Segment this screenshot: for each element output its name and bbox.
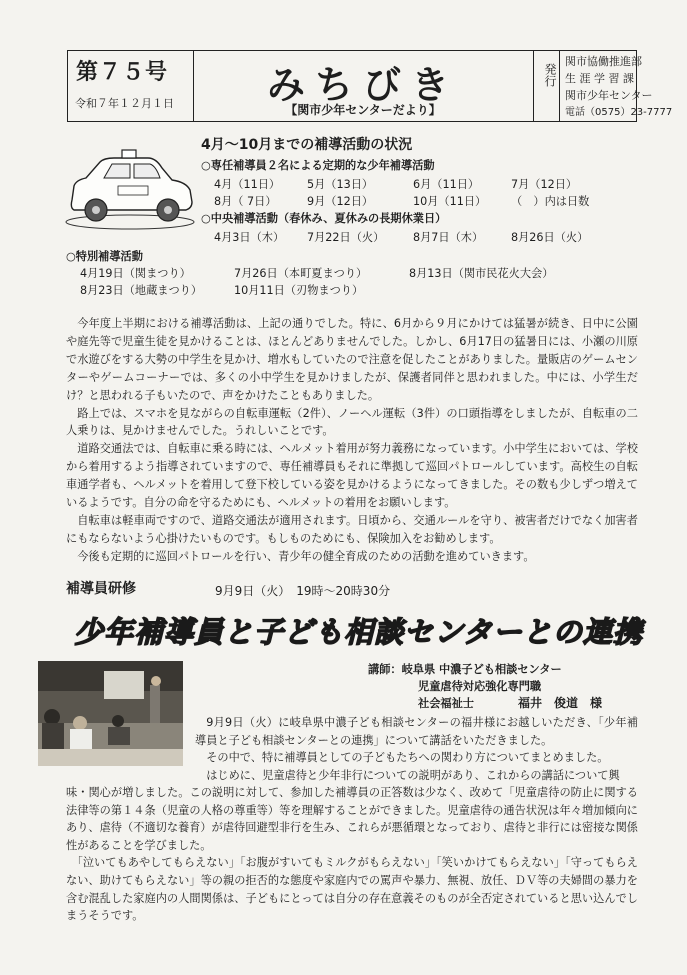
section2-big-title: 少年補導員と子ども相談センターとの連携 bbox=[74, 615, 643, 649]
body1-paragraph: 路上では、スマホを見ながらの自転車運転（2件）、ノーヘル運転（3件）の口頭指導をしましたが、自転車の二人乗りは、見かけませんでした。うれしいことです。 bbox=[66, 406, 638, 438]
lecture-photo bbox=[38, 661, 183, 766]
item3-r1-c2: 7月26日（本町夏まつり） bbox=[234, 267, 368, 280]
issue-box bbox=[68, 51, 194, 121]
hakko-box bbox=[533, 51, 560, 121]
lecturer-name: 福井 俊道 様 bbox=[518, 696, 603, 710]
item1-r1-c4: 7月（12日） bbox=[511, 178, 578, 191]
section2-heading: 補導員研修 bbox=[66, 581, 136, 597]
section2-datetime: 9月9日（火） 19時～20時30分 bbox=[215, 584, 391, 598]
body1-paragraph: 自転車は軽車両ですので、道路交通法が適用されます。日頃から、交通ルールを守り、被害者だけでなく加害者にもならないよう心掛けたいものです。もしものためにも、保険加入をお勧めします。 bbox=[66, 513, 638, 545]
title-box bbox=[193, 51, 534, 121]
body1-paragraph: 道路交通法では、自転車に乗る時には、ヘルメット着用が努力義務になっています。小中学生においては、学校から着用するよう指導されていますので、専任補導員もそれに準拠して巡回パトロールしています。高校生の自転車通学者も、ヘルメットを着用して登下校している姿を見かけるようになってきました。その数も少しずつ増えているようです。自分の命を守るためにも、ヘルメットの着用をお願いします。 bbox=[66, 442, 638, 510]
section2-body-full bbox=[66, 784, 638, 925]
body2-paragraph: 味・関心が増しました。この説明に対して、参加した補導員の正答数は少なく、改めて「児童虐待の防止に関する法律等の第１４条（児童の人格の尊重等）等を理解することができました。児童虐待の通告状況は年々増加傾向にあり、虐待（不適切な養育）が虐待回避型非行を生み、これらが悪循環となっており、虐待と非行には密接な関係性があることを学びました。 bbox=[66, 786, 638, 852]
publisher-phone: 電話（0575）23-7777 bbox=[565, 107, 673, 118]
section1-heading: 4月～10月までの補導活動の状況 bbox=[201, 137, 413, 153]
item2-c4: 8月26日（火） bbox=[511, 231, 589, 244]
item1-r2-c2: 9月（12日） bbox=[307, 195, 374, 208]
newsletter-subtitle: 【関市少年センターだより】 bbox=[285, 103, 441, 117]
item3-r2-c1: 8月23日（地蔵まつり） bbox=[80, 284, 203, 297]
publisher-section: 生 涯 学 習 課 bbox=[565, 72, 634, 85]
item1-r1-c1: 4月（11日） bbox=[214, 178, 281, 191]
section1-body bbox=[66, 315, 638, 566]
item1-r2-c3: 10月（11日） bbox=[413, 195, 487, 208]
body1-paragraph: 今後も定期的に巡回パトロールを行い、青少年の健全育成のための活動を進めていきます。 bbox=[66, 549, 535, 563]
publisher-info bbox=[565, 53, 672, 121]
lecturer-role: 児童虐待対応強化専門職 bbox=[418, 680, 542, 693]
body2-paragraph: 「泣いてもあやしてもらえない」「お腹がすいてもミルクがもらえない」「笑いかけてもらえない」「守ってもらえない、助けてもらえない」等の親の拒否的な態度や家庭内での罵声や暴力、無視、放任、ＤＶ等の夫婦間の暴力を含む混乱した家庭内の人間関係は、子どもにとっては自分の存在意義そのものが全否定されていると思い込んでしまうそうです。 bbox=[66, 856, 638, 923]
section1-item1-label: ○専任補導員２名による定期的な少年補導活動 bbox=[201, 159, 435, 172]
lecture-photo-image bbox=[38, 661, 183, 766]
item2-c2: 7月22日（火） bbox=[307, 231, 385, 244]
publisher-dept: 関市協働推進部 bbox=[565, 55, 642, 68]
lecturer-title: 社会福祉士 bbox=[418, 697, 474, 710]
item1-r2-c1: 8月（ 7日） bbox=[214, 195, 277, 208]
item1-r1-c2: 5月（13日） bbox=[307, 178, 374, 191]
section1-item2-label: ○中央補導活動（春休み、夏休みの長期休業日） bbox=[201, 212, 447, 225]
body2-paragraph: その中で、特に補導員としての子どもたちへの関わり方についてまとめました。 bbox=[206, 751, 609, 765]
lecturer-label: 講師：岐阜県 中濃子ども相談センター bbox=[368, 663, 562, 676]
masthead bbox=[67, 50, 673, 122]
body2-paragraph: 9月9日（火）に岐阜県中濃子ども相談センターの福井様にお越しいただき、「少年補導員と子ども相談センターとの連携」について講話をいただきました。 bbox=[195, 716, 638, 747]
item2-c1: 4月3日（木） bbox=[214, 231, 285, 244]
issue-date: 令和７年１２月１日 bbox=[75, 97, 174, 110]
hakko-label: 発行 bbox=[543, 63, 557, 87]
section2-body-top bbox=[195, 714, 638, 784]
item3-r2-c2: 10月11日（刃物まつり） bbox=[234, 284, 364, 297]
body2-paragraph: はじめに、児童虐待と少年非行についての説明があり、これからの講話について興 bbox=[206, 768, 620, 782]
item1-r1-c3: 6月（11日） bbox=[413, 178, 480, 191]
item3-r1-c1: 4月19日（関まつり） bbox=[80, 267, 191, 280]
publisher-box bbox=[559, 51, 673, 121]
item1-r2-c4: （ ）内は日数 bbox=[511, 195, 590, 208]
newsletter-title: みちびき bbox=[266, 63, 459, 107]
section1-item3-label: ○特別補導活動 bbox=[66, 250, 143, 263]
item2-c3: 8月7日（木） bbox=[413, 231, 484, 244]
publisher-center: 関市少年センター bbox=[565, 89, 653, 102]
item3-r1-c3: 8月13日（関市民花火大会） bbox=[409, 267, 554, 280]
issue-number: 第７５号 bbox=[76, 60, 169, 85]
body1-paragraph: 今年度上半期における補導活動は、上記の通りでした。特に、6月から９月にかけては猛暑が続き、日中に公園や庭先等で児童生徒を見かけることは、ほとんどありませんでした。しかし、6月17日の猛暑日には、小瀬の川原で水遊びをする大勢の中学生を見かけ、増水もしていたので注意を促したことがありました。量販店のゲームセンターやゲームコーナーでは、多くの小中学生を見かけましたが、保護者同伴と思われました。中には、小学生だけ？と思われる子もいたので、声をかけたこともありました。 bbox=[66, 317, 638, 402]
patrol-car-illustration bbox=[60, 138, 198, 233]
